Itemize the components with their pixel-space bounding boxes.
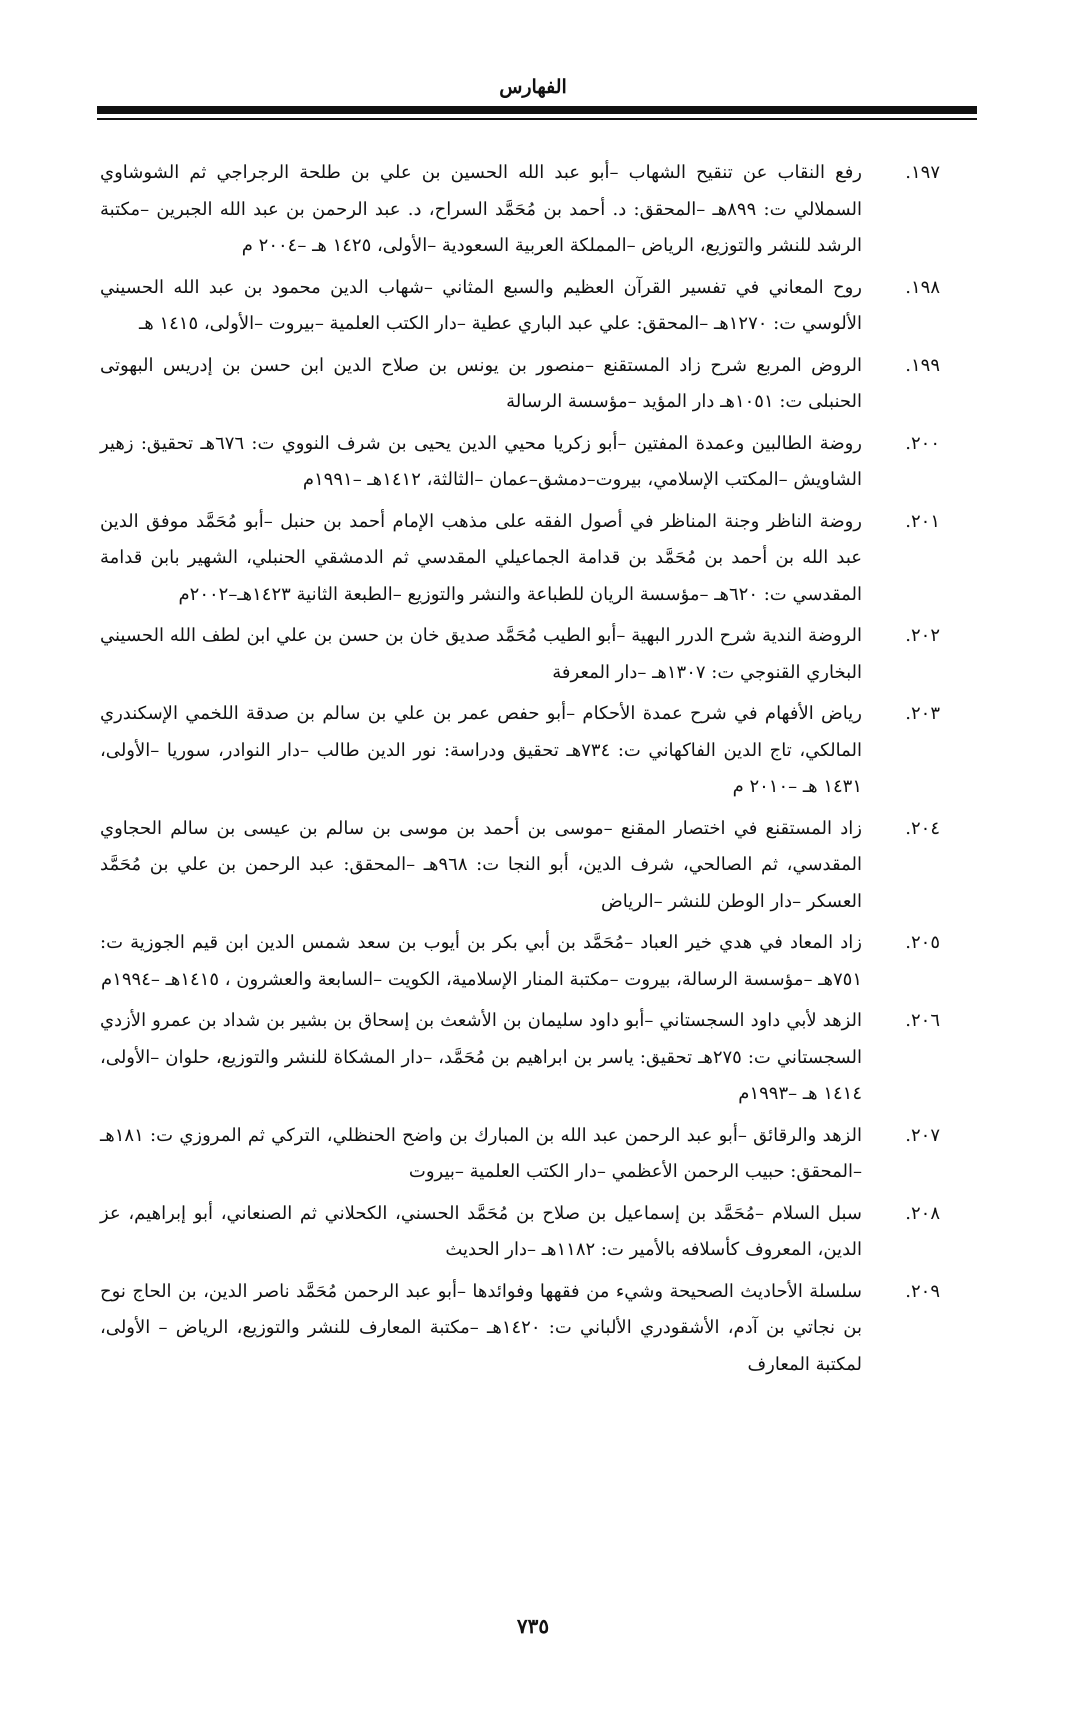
- bibliography-entry: [100, 155, 940, 265]
- bibliography-entry: [100, 270, 940, 343]
- bibliography-entry: [100, 1196, 940, 1269]
- bibliography-entry: [100, 1274, 940, 1384]
- bibliography-entry: [100, 1003, 940, 1113]
- entry-number: ٢٠٩.: [905, 1280, 940, 1302]
- entry-number: ٢٠٦.: [905, 1010, 940, 1031]
- entry-text: زاد المستقنع في اختصار المقنع –موسى بن أحمد بن موسى بن سالم بن عيسى بن سالم الحجاوي المقدسي، ثم الصالحي، شرف الدين، أبو النجا ت: ٩٦٨هـ –المحقق: عبد الرحمن بن علي بن مُحَمَّد العسكر –دار الوطن للنشر –الرياض: [100, 817, 862, 912]
- entry-number: ٢٠٤.: [905, 817, 940, 839]
- entry-text: رياض الأفهام في شرح عمدة الأحكام –أبو حفص عمر بن علي بن سالم بن صدقة اللخمي الإسكندري المالكي، تاج الدين الفاكهاني ت: ٧٣٤هـ تحقيق ودراسة: نور الدين طالب –دار النوادر، سوريا –الأولى، ١٤٣١ هـ –٢٠١٠ م: [100, 703, 862, 797]
- bibliography-entry: [100, 925, 940, 998]
- bibliography-entry: [100, 811, 940, 921]
- entry-text: الروض المربع شرح زاد المستقنع –منصور بن يونس بن صلاح الدين ابن حسن بن إدريس البهوتى الحنبلى ت: ١٠٥١هـ دار المؤيد –مؤسسة الرسالة: [100, 354, 862, 412]
- entry-text: زاد المعاد في هدي خير العباد –مُحَمَّد بن أبي بكر بن أيوب بن سعد شمس الدين ابن قيم الجوزية ت: ٧٥١هـ –مؤسسة الرسالة، بيروت –مكتبة المنار الإسلامية، الكويت –السابعة والعشرون ، ١٤١٥هـ –١٩٩٤م: [100, 932, 862, 990]
- bibliography-entry: [100, 618, 940, 691]
- bibliography-entry: [100, 426, 940, 499]
- entry-text: روضة الناظر وجنة المناظر في أصول الفقه على مذهب الإمام أحمد بن حنبل –أبو مُحَمَّد موفق الدين عبد الله بن أحمد بن مُحَمَّد بن قدامة الجماعيلي المقدسي ثم الدمشقي الحنبلي، الشهير بابن قدامة المقدسي ت: ٦٢٠هـ –مؤسسة الريان للطباعة والنشر والتوزيع –الطبعة الثانية ١٤٢٣هـ–٢٠٠٢م: [100, 510, 862, 605]
- entry-number: ١٩٧.: [905, 162, 940, 183]
- entry-text: سبل السلام –مُحَمَّد بن إسماعيل بن صلاح بن مُحَمَّد الحسني، الكحلاني ثم الصنعاني، أبو إبراهيم، عز الدين، المعروف كأسلافه بالأمير ت: ١١٨٢هـ –دار الحديث: [100, 1202, 862, 1260]
- entry-text: سلسلة الأحاديث الصحيحة وشيء من فقهها وفوائدها –أبو عبد الرحمن مُحَمَّد ناصر الدين، بن الحاج نوح بن نجاتي بن آدم، الأشقودري الألباني ت: ١٤٢٠هـ –مكتبة المعارف للنشر والتوزيع، الرياض – الأولى، لمكتبة المعارف: [100, 1280, 863, 1375]
- bibliography-entry: [100, 504, 940, 614]
- bibliography-entry: [100, 1118, 940, 1191]
- entry-number: ٢٠٥.: [905, 932, 940, 953]
- page-number: ٧٣٥: [516, 1614, 550, 1638]
- entry-number: ٢٠٨.: [905, 1202, 940, 1224]
- page-header-title: الفهارس: [499, 76, 567, 98]
- entry-number: ٢٠٢.: [905, 625, 940, 646]
- bibliography-entry: [100, 348, 940, 421]
- entry-number: ٢٠٠.: [905, 432, 940, 454]
- entry-number: ٢٠٧.: [905, 1124, 940, 1146]
- entry-text: الزهد لأبي داود السجستاني –أبو داود سليمان بن الأشعث بن إسحاق بن بشير بن شداد بن عمرو الأزدي السجستاني ت: ٢٧٥هـ تحقيق: ياسر بن ابراهيم بن مُحَمَّد، –دار المشكاة للنشر والتوزيع، حلوان –الأولى، ١٤١٤ هـ –١٩٩٣م: [100, 1010, 862, 1104]
- entry-number: ٢٠١.: [905, 510, 940, 532]
- header-divider-thick: [97, 106, 977, 114]
- entry-text: روح المعاني في تفسير القرآن العظيم والسبع المثاني –شهاب الدين محمود بن عبد الله الحسيني الألوسي ت: ١٢٧٠هـ –المحقق: علي عبد الباري عطية –دار الكتب العلمية –بيروت –الأولى، ١٤١٥ هـ: [100, 276, 862, 334]
- entry-text: رفع النقاب عن تنقيح الشهاب –أبو عبد الله الحسين بن علي بن طلحة الرجراجي ثم الشوشاوي السملالي ت: ٨٩٩هـ –المحقق: د. أحمد بن مُحَمَّد السراح، د. عبد الرحمن بن عبد الله الجبرين –مكتبة الرشد للنشر والتوزيع، الرياض –المملكة العربية السعودية –الأولى، ١٤٢٥ هـ –٢٠٠٤ م: [100, 162, 863, 256]
- entry-number: ٢٠٣.: [905, 703, 940, 724]
- entry-number: ١٩٩.: [905, 354, 940, 376]
- entry-text: روضة الطالبين وعمدة المفتين –أبو زكريا محيي الدين يحيى بن شرف النووي ت: ٦٧٦هـ تحقيق: زهير الشاويش –المكتب الإسلامي، بيروت–دمشق–عمان –الثالثة، ١٤١٢هـ –١٩٩١م: [100, 432, 862, 490]
- bibliography-entry: [100, 696, 940, 806]
- entry-text: الروضة الندية شرح الدرر البهية –أبو الطيب مُحَمَّد صديق خان بن حسن بن علي ابن لطف الله الحسيني البخاري القنوجي ت: ١٣٠٧هـ –دار المعرفة: [100, 625, 862, 683]
- entry-text: الزهد والرقائق –أبو عبد الرحمن عبد الله بن المبارك بن واضح الحنظلي، التركي ثم المروزي ت: ١٨١هـ –المحقق: حبيب الرحمن الأعظمي –دار الكتب العلمية –بيروت: [100, 1124, 862, 1182]
- entry-number: ١٩٨.: [905, 276, 940, 298]
- bibliography-list: [100, 155, 940, 1388]
- header-divider-thin: [97, 118, 977, 120]
